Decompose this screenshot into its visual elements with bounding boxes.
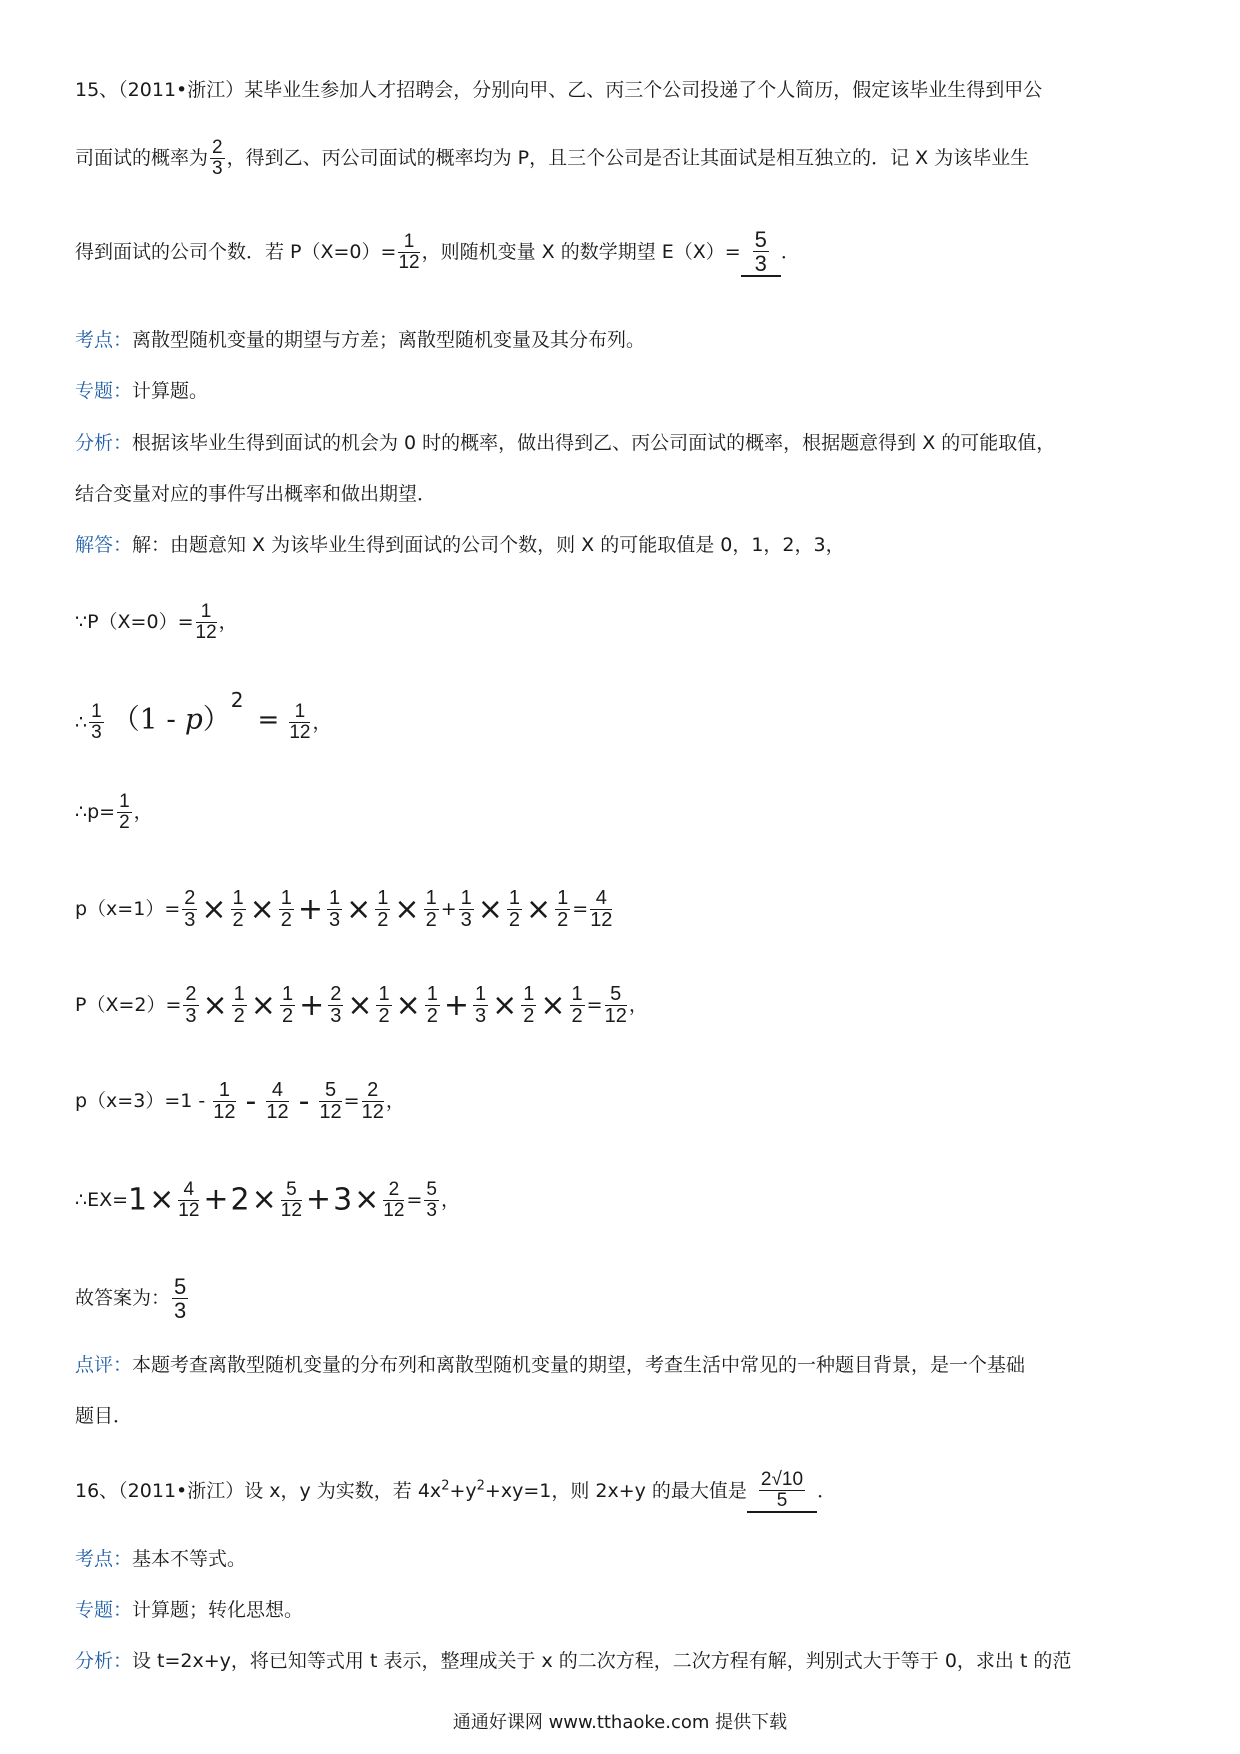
q16-answer-blank: $\frac{2√10}{5}$ (747, 1470, 817, 1513)
step-px3: p（x=3）=1 - $\frac{1}{12}$ - $\frac{4}{12}$ - $\frac{5}{12}$ = $\frac{2}{12}$ ， (75, 1079, 405, 1123)
step-equation: ∴ $\frac{1}{3}$ （1 - p）$^2$ = $\frac{1}{12}$ ， (75, 688, 332, 744)
q16-fenxi: 分析：设 t=2x+y，将已知等式用 t 表示，整理成关于 x 的二次方程，二次方程有解，判别式大于等于 0，求出 t 的范 (75, 1650, 1072, 1672)
q15-fenxi-line1: 分析：根据该毕业生得到面试的机会为 0 时的概率，做出得到乙、丙公司面试的概率，根据题意得到 X 的可能取值， (75, 432, 1056, 454)
step-p-value: ∴p= $\frac{1}{2}$ ， (75, 791, 153, 833)
q15-answer: 故答案为： $\frac{5}{3}$ (75, 1274, 187, 1324)
q15-stem-line1: 15、（2011•浙江）某毕业生参加人才招聘会，分别向甲、乙、丙三个公司投递了个人简历，假定该毕业生得到甲公 (75, 79, 1043, 101)
q15-dianping-line2: 题目． (75, 1405, 133, 1427)
step-px1: p（x=1）= $\frac{2}{3}$ × $\frac{1}{2}$ × $\frac{1}{2}$ + $\frac{1}{3}$ × $\frac{1}{2}$ × $\frac{1}{2}$ + $\frac{1}{3}$ × $\frac{1}{2}$ × $\frac{1}{2}$ = $\frac{4}{12}$ (75, 887, 613, 931)
answer-blank: $\frac{5}{3}$ (741, 228, 781, 277)
q15-dianping-line1: 点评：本题考查离散型随机变量的分布列和离散型随机变量的期望，考查生活中常见的一种题目背景，是一个基础 (75, 1354, 1026, 1376)
step-expectation: ∴EX=1× $\frac{4}{12}$ +2× $\frac{5}{12}$ +3× $\frac{2}{12}$ = $\frac{5}{3}$ ， (75, 1179, 460, 1221)
step-because: ∵P（X=0）= $\frac{1}{12}$ ， (75, 601, 238, 643)
q16-stem: 16、（2011•浙江）设 x，y 为实数，若 $4x^2+y^2+xy=1$，则 2x+y 的最大值是 $\frac{2√10}{5}$ ． (75, 1469, 837, 1511)
fraction-2-3: $\frac{2}{3}$ (212, 137, 223, 179)
q16-kaodian: 考点：基本不等式。 (75, 1548, 247, 1570)
q16-zhuanti: 专题：计算题；转化思想。 (75, 1599, 304, 1621)
q15-stem-line3: 得到面试的公司个数．若 P（X=0）= $\frac{1}{12}$ ，则随机变量 X 的数学期望 E（X）= $\frac{5}{3}$ ． (75, 227, 800, 277)
page-footer: 通通好课网 www.tthaoke.com 提供下载 (452, 1712, 788, 1733)
q15-zhuanti: 专题：计算题。 (75, 380, 209, 402)
q15-stem-line2: 司面试的概率为 $\frac{2}{3}$ ，得到乙、丙公司面试的概率均为 P，且三个公司是否让其面试是相互独立的．记 X 为该毕业生 (75, 137, 1030, 179)
fraction-1-12: $\frac{1}{12}$ (398, 231, 420, 274)
q15-kaodian: 考点：离散型随机变量的期望与方差；离散型随机变量及其分布列。 (75, 329, 646, 351)
q15-jieda: 解答：解：由题意知 X 为该毕业生得到面试的公司个数，则 X 的可能取值是 0，1，2，3， (75, 534, 845, 556)
step-px2: P（X=2）= $\frac{2}{3}$ × $\frac{1}{2}$ × $\frac{1}{2}$ + $\frac{2}{3}$ × $\frac{1}{2}$ × $\frac{1}{2}$ + $\frac{1}{3}$ × $\frac{1}{2}$ × $\frac{1}{2}$ = $\frac{5}{12}$ ， (75, 983, 648, 1027)
q15-fenxi-line2: 结合变量对应的事件写出概率和做出期望． (75, 483, 437, 505)
